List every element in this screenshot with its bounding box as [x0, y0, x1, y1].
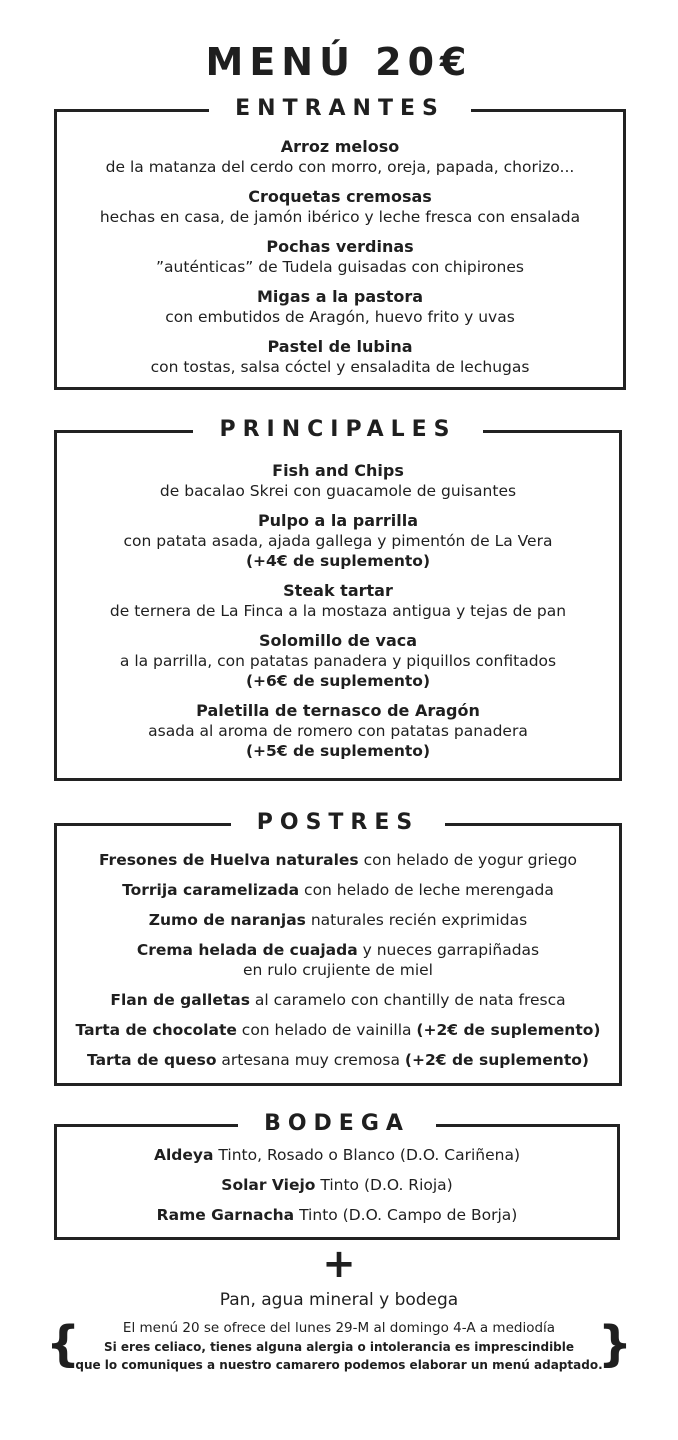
wine-name: Aldeya: [154, 1146, 214, 1164]
postres-section: [54, 810, 622, 1086]
dessert-item: [57, 990, 619, 1010]
dish-name: Pastel de lubina: [267, 337, 413, 356]
dish-description: de ternera de La Finca a la mostaza antigua y tejas de pan: [109, 602, 567, 620]
note-allergy-1: Si eres celiaco, tienes alguna alergia o intolerancia es imprescindible: [103, 1340, 575, 1354]
dessert-name: Tarta de chocolate: [75, 1021, 237, 1039]
dessert-description: artesana muy cremosa: [216, 1051, 405, 1069]
supplement-note: (+2€ de suplemento): [416, 1021, 601, 1039]
dish-item: [57, 337, 623, 377]
note-schedule: El menú 20 se ofrece del lunes 29-M al domingo 4-A a mediodía: [122, 1320, 556, 1336]
dessert-name: Flan de galletas: [110, 991, 250, 1009]
bodega-heading: BODEGA: [238, 1107, 436, 1141]
dish-description: con embutidos de Aragón, huevo frito y uvas: [165, 308, 515, 326]
supplement-note: (+4€ de suplemento): [245, 552, 431, 570]
wine-item: [57, 1175, 617, 1195]
dish-item: [57, 701, 619, 761]
dessert-description: con helado de leche merengada: [299, 881, 554, 899]
entrantes-section: [54, 96, 626, 390]
dish-name: Solomillo de vaca: [258, 631, 418, 650]
supplement-note: (+6€ de suplemento): [245, 672, 431, 690]
dish-name: Migas a la pastora: [256, 287, 424, 306]
wine-item: [57, 1205, 617, 1225]
dish-name: Pochas verdinas: [266, 237, 414, 256]
principales-section: [54, 417, 622, 781]
dish-description: con tostas, salsa cóctel y ensaladita de lechugas: [150, 358, 530, 376]
brace-close-icon: }: [597, 1316, 632, 1372]
dish-item: [57, 237, 623, 277]
menu-title: MENÚ 20€: [205, 40, 473, 84]
dish-description: ”auténticas” de Tudela guisadas con chipirones: [156, 258, 524, 276]
entrantes-heading: ENTRANTES: [209, 92, 471, 126]
wine-description: Tinto, Rosado o Blanco (D.O. Cariñena): [213, 1146, 520, 1164]
dessert-name: Zumo de naranjas: [148, 911, 306, 929]
dish-item: [57, 287, 623, 327]
dessert-description: al caramelo con chantilly de nata fresca: [249, 991, 566, 1009]
dish-item: [57, 137, 623, 177]
wine-description: Tinto (D.O. Campo de Borja): [294, 1206, 518, 1224]
plus-icon: +: [322, 1241, 356, 1287]
dish-item: [57, 631, 619, 691]
dessert-description: con helado de yogur griego: [358, 851, 578, 869]
wine-description: Tinto (D.O. Rioja): [315, 1176, 453, 1194]
dish-description: de bacalao Skrei con guacamole de guisantes: [159, 482, 517, 500]
note-allergy-2: que lo comuniques a nuestro camarero podemos elaborar un menú adaptado.: [75, 1358, 603, 1372]
dish-name: Croquetas cremosas: [248, 187, 432, 206]
dessert-description: y nueces garrapiñadas: [357, 941, 540, 959]
dessert-item: [57, 910, 619, 930]
dish-description: con patata asada, ajada gallega y pimentón de La Vera: [123, 532, 553, 550]
dish-name: Arroz meloso: [280, 137, 400, 156]
dessert-item: [57, 850, 619, 870]
dish-name: Fish and Chips: [272, 461, 404, 480]
dessert-name: Torrija caramelizada: [122, 881, 300, 899]
dish-name: Steak tartar: [283, 581, 393, 600]
wine-name: Rame Garnacha: [156, 1206, 295, 1224]
dessert-name: Crema helada de cuajada: [136, 941, 358, 959]
bodega-section: [54, 1111, 620, 1240]
dessert-item: [57, 940, 619, 980]
postres-heading: POSTRES: [231, 806, 446, 840]
supplement-note: (+2€ de suplemento): [404, 1051, 589, 1069]
dessert-item: [57, 880, 619, 900]
principales-heading: PRINCIPALES: [193, 413, 482, 447]
wine-name: Solar Viejo: [221, 1176, 316, 1194]
dessert-description: naturales recién exprimidas: [305, 911, 528, 929]
dish-description: a la parrilla, con patatas panadera y piquillos confitados: [119, 652, 557, 670]
dessert-name: Fresones de Huelva naturales: [98, 851, 359, 869]
brace-open-icon: {: [46, 1316, 81, 1372]
dessert-item: [57, 1020, 619, 1040]
dessert-description-line2: en rulo crujiente de miel: [243, 961, 433, 979]
dish-description: asada al aroma de romero con patatas panadera: [148, 722, 528, 740]
wine-item: [57, 1145, 617, 1165]
dish-item: [57, 511, 619, 571]
extras-line: Pan, agua mineral y bodega: [219, 1290, 459, 1310]
dish-description: hechas en casa, de jamón ibérico y leche fresca con ensalada: [99, 208, 581, 226]
footer-note: [46, 1316, 632, 1380]
dish-name: Paletilla de ternasco de Aragón: [196, 701, 480, 720]
dish-item: [57, 187, 623, 227]
dish-name: Pulpo a la parrilla: [257, 511, 419, 530]
dessert-name: Tarta de queso: [87, 1051, 217, 1069]
dish-item: [57, 581, 619, 621]
dish-item: [57, 461, 619, 501]
dessert-item: [57, 1050, 619, 1070]
dish-description: de la matanza del cerdo con morro, oreja, papada, chorizo...: [105, 158, 575, 176]
supplement-note: (+5€ de suplemento): [245, 742, 431, 760]
dessert-description: con helado de vainilla: [236, 1021, 417, 1039]
